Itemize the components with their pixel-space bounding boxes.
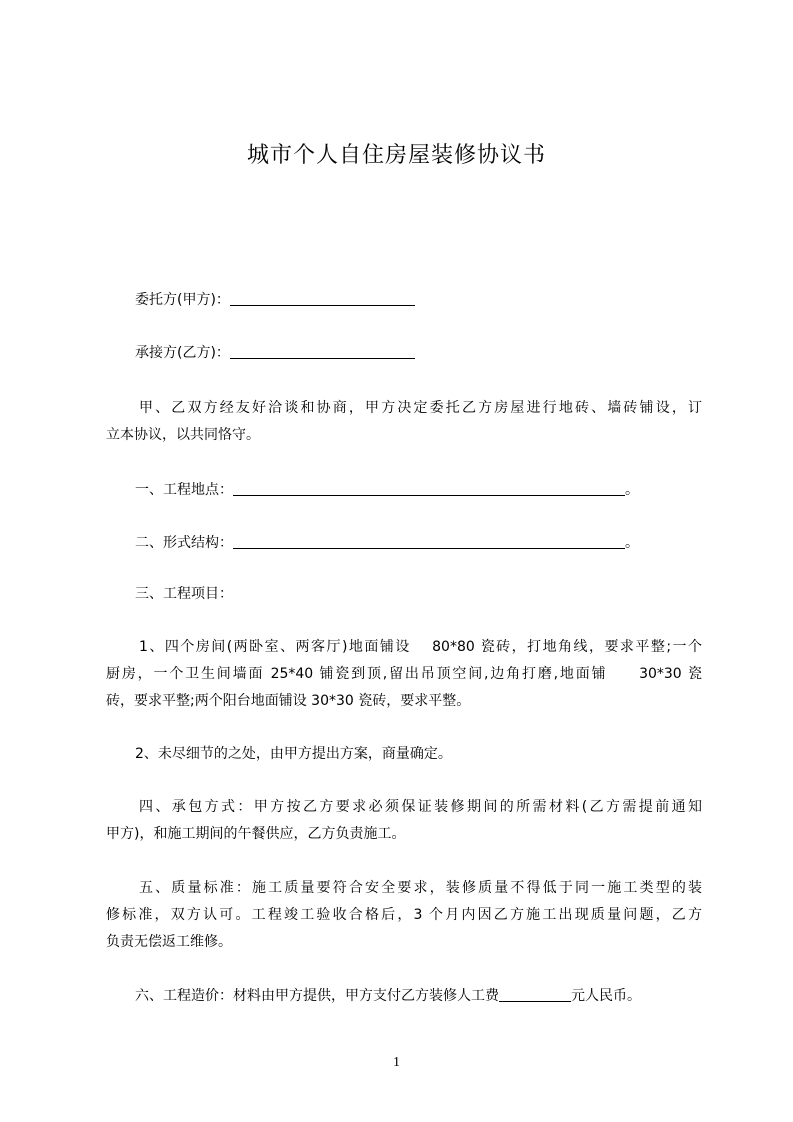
party-b-blank (230, 344, 415, 359)
structure-line (135, 533, 639, 553)
party-a-blank (230, 291, 415, 306)
contract-line-1: 四、承包方式：甲方按乙方要求必须保证装修期间的所需材料(乙方需提前通知 (139, 799, 702, 815)
document-title: 城市个人自住房屋装修协议书 (246, 143, 546, 168)
location-label: 一、工程地点： (135, 482, 233, 498)
item1-paragraph (106, 634, 702, 715)
intro-paragraph (106, 395, 702, 449)
location-line (135, 480, 639, 500)
party-a-line (135, 290, 415, 310)
quality-paragraph (106, 875, 702, 956)
location-blank (233, 481, 625, 496)
structure-label: 二、形式结构： (135, 535, 233, 551)
intro-line-2: 立本协议，以共同恪守。 (106, 427, 260, 443)
cost-prefix: 六、工程造价：材料由甲方提供，甲方支付乙方装修人工费 (135, 988, 499, 1004)
cost-line (135, 986, 641, 1006)
items-heading: 三、工程项目： (135, 586, 233, 602)
item1-line-2: 厨房，一个卫生间墙面 25*40 铺瓷到顶,留出吊顶空间,边角打磨,地面铺 30*30 瓷 (106, 666, 702, 682)
structure-blank (233, 534, 625, 549)
contract-paragraph (106, 794, 702, 848)
intro-line-1: 甲、乙双方经友好洽谈和协商，甲方决定委托乙方房屋进行地砖、墙砖铺设，订 (139, 400, 702, 416)
item2-line: 2、未尽细节的之处，由甲方提出方案，商量确定。 (135, 746, 452, 762)
quality-line-1: 五、质量标准：施工质量要符合安全要求，装修质量不得低于同一施工类型的装 (139, 880, 702, 896)
party-b-label: 承接方(乙方)： (135, 345, 230, 361)
party-a-label: 委托方(甲方)： (135, 292, 230, 308)
item1-line-3: 砖，要求平整;两个阳台地面铺设 30*30 瓷砖，要求平整。 (106, 693, 471, 709)
quality-line-2: 修标准，双方认可。工程竣工验收合格后，3 个月内因乙方施工出现质量问题，乙方 (106, 907, 702, 923)
structure-suffix: 。 (625, 535, 639, 551)
cost-suffix: 元人民币。 (571, 988, 641, 1004)
location-suffix: 。 (625, 482, 639, 498)
page-number: 1 (393, 1055, 400, 1070)
cost-blank (499, 987, 571, 1002)
party-b-line (135, 343, 415, 363)
item1-line-1: 1、四个房间(两卧室、两客厅)地面铺设 80*80 瓷砖，打地角线，要求平整;一个 (139, 639, 702, 655)
contract-line-2: 甲方)，和施工期间的午餐供应，乙方负责施工。 (106, 826, 406, 842)
quality-line-3: 负责无偿返工维修。 (106, 934, 232, 950)
